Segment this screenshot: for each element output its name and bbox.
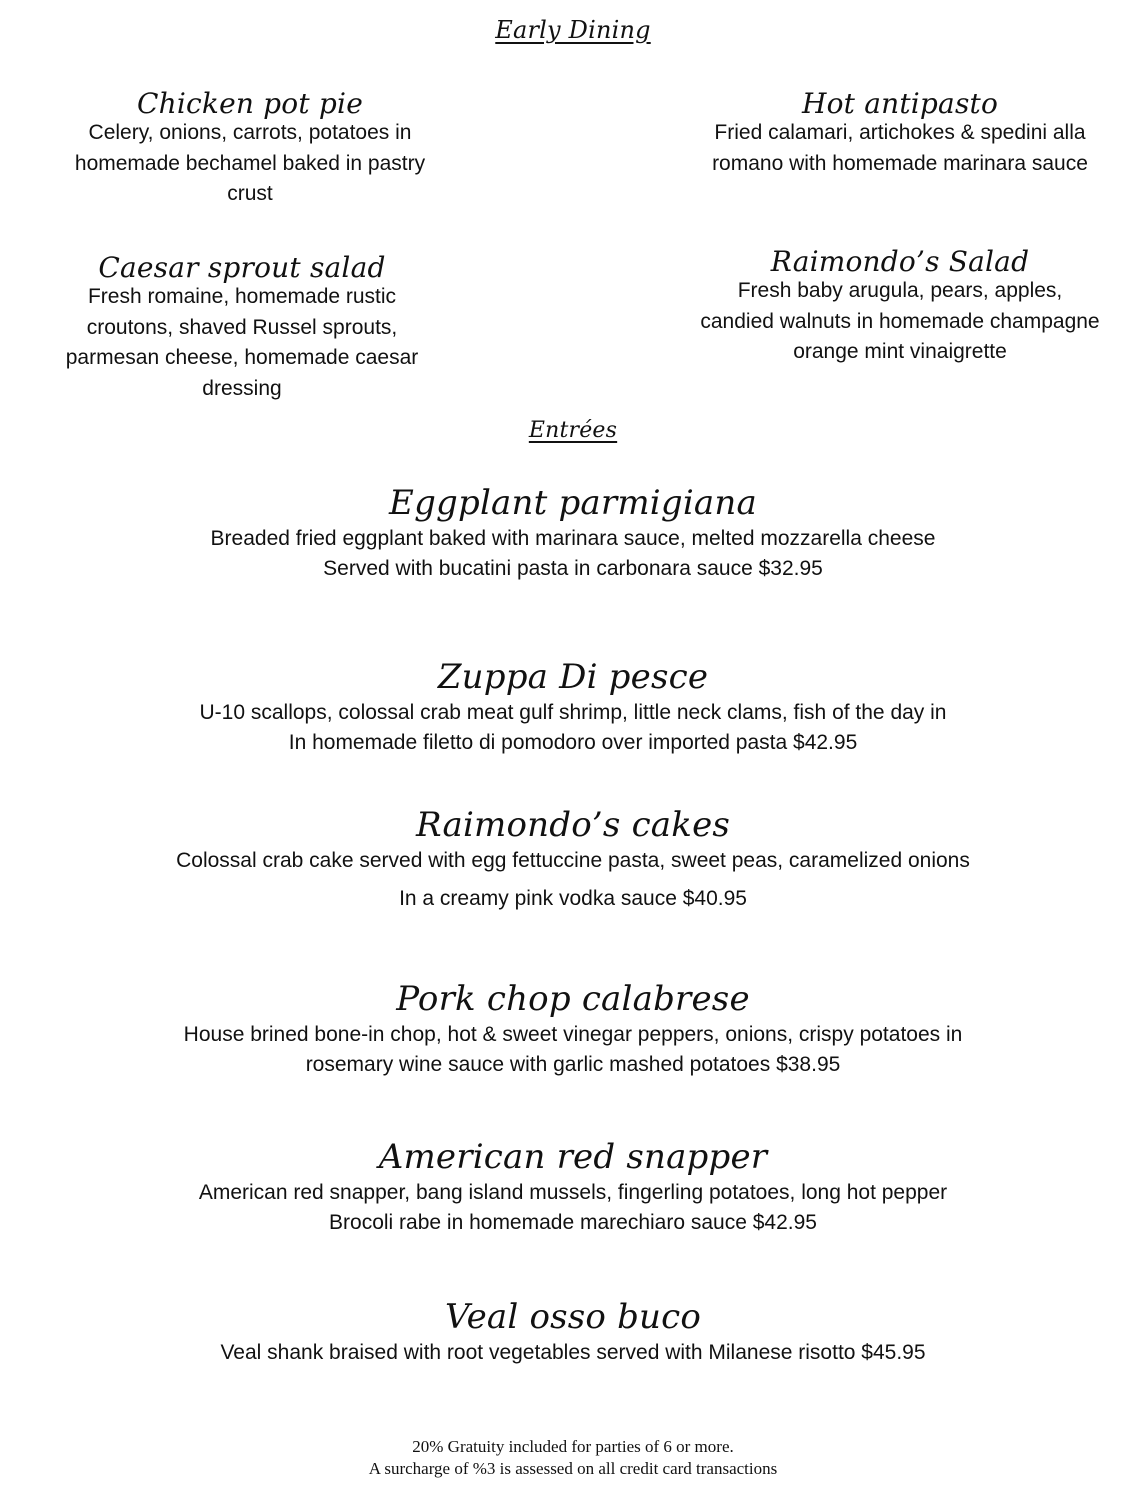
entree-description-line: Veal shank braised with root vegetables served with Milanese risotto $45.95 (220, 1341, 926, 1364)
item-description: Fried calamari, artichokes & spedini alla romano with homemade marinara sauce (712, 121, 1088, 175)
menu-item-raimondos-salad (700, 244, 1100, 368)
entree-veal-osso-buco (0, 1296, 1146, 1368)
menu-item-chicken-pot-pie (50, 86, 450, 210)
item-name: Caesar sprout salad (98, 251, 386, 284)
item-description: Fresh baby arugula, pears, apples, candied walnuts in homemade champagne orange mint vinaigrette (700, 279, 1100, 363)
item-description: Fresh romaine, homemade rustic croutons, shaved Russel sprouts, parmesan cheese, homemade caesar dressing (65, 285, 419, 400)
entree-name: Zuppa Di pesce (437, 657, 709, 697)
early-dining-heading: Early Dining (495, 16, 651, 44)
entree-description-line: Colossal crab cake served with egg fettuccine pasta, sweet peas, caramelized onions (176, 849, 970, 872)
entree-name: American red snapper (378, 1137, 768, 1177)
entree-name: Veal osso buco (444, 1297, 702, 1337)
entree-american-red-snapper (0, 1136, 1146, 1238)
menu-item-caesar-sprout-salad (42, 250, 442, 404)
entree-raimondos-cakes (0, 804, 1146, 914)
entree-description-line: Brocoli rabe in homemade marechiaro sauce $42.95 (329, 1211, 817, 1234)
entree-pork-chop-calabrese (0, 978, 1146, 1080)
footer-notes (0, 1436, 1146, 1480)
item-description: Celery, onions, carrots, potatoes in homemade bechamel baked in pastry crust (74, 121, 426, 205)
entree-name: Pork chop calabrese (396, 979, 750, 1019)
surcharge-note: A surcharge of %3 is assessed on all credit card transactions (368, 1459, 778, 1478)
gratuity-note: 20% Gratuity included for parties of 6 or more. (412, 1437, 734, 1456)
entree-description-line: House brined bone-in chop, hot & sweet vinegar peppers, onions, crispy potatoes in (183, 1023, 963, 1046)
entree-name: Raimondo’s cakes (415, 805, 731, 845)
entree-description-line: rosemary wine sauce with garlic mashed potatoes $38.95 (305, 1053, 841, 1076)
entree-description-line: In homemade filetto di pomodoro over imported pasta $42.95 (288, 731, 858, 754)
entree-eggplant-parmigiana (0, 482, 1146, 584)
entree-description-line: American red snapper, bang island mussels, fingerling potatoes, long hot pepper (198, 1181, 948, 1204)
entree-name: Eggplant parmigiana (389, 483, 757, 523)
entrees-heading: Entrées (528, 418, 618, 443)
item-name: Hot antipasto (801, 87, 999, 120)
item-name: Chicken pot pie (137, 87, 363, 120)
entree-description-line: Served with bucatini pasta in carbonara sauce $32.95 (323, 557, 823, 580)
entree-description-line: Breaded fried eggplant baked with marinara sauce, melted mozzarella cheese (210, 527, 936, 550)
entree-zuppa-di-pesce (0, 656, 1146, 758)
item-name: Raimondo’s Salad (770, 245, 1030, 278)
entree-description-line: U-10 scallops, colossal crab meat gulf shrimp, little neck clams, fish of the day in (199, 701, 947, 724)
menu-item-hot-antipasto (685, 86, 1115, 179)
entree-description-line: In a creamy pink vodka sauce $40.95 (399, 887, 747, 910)
